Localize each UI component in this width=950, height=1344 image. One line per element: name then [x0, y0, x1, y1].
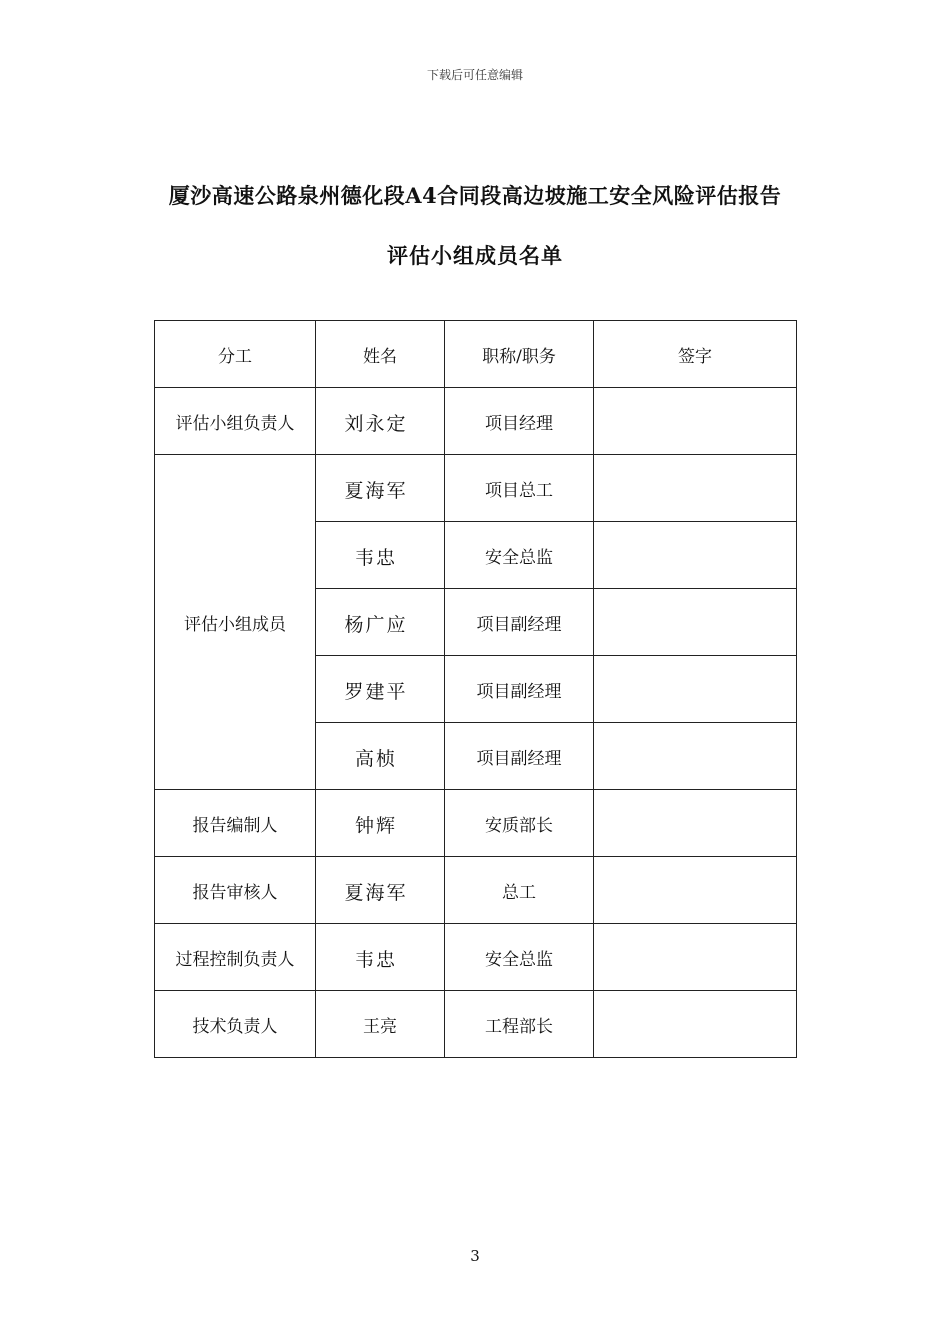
title-cell: 总工 [445, 857, 594, 924]
name-cell [316, 455, 445, 522]
table-row [155, 991, 797, 1058]
header-signature: 签字 [594, 321, 797, 388]
name-cell [316, 924, 445, 991]
table-row [155, 857, 797, 924]
signature-cell [594, 924, 797, 991]
name-text: 杨广应 [344, 613, 408, 636]
name-text: 韦忠 [354, 948, 397, 971]
name-cell [316, 388, 445, 455]
role-cell: 过程控制负责人 [155, 924, 316, 991]
signature-cell [594, 522, 797, 589]
title-cell: 安全总监 [445, 522, 594, 589]
header-role: 分工 [155, 321, 316, 388]
name-cell [316, 790, 445, 857]
name-text: 夏海军 [344, 881, 408, 904]
title-cell: 工程部长 [445, 991, 594, 1058]
table-row [155, 790, 797, 857]
name-cell [316, 522, 445, 589]
name-text: 钟辉 [354, 814, 397, 837]
signature-cell [594, 857, 797, 924]
team-roster-table [154, 320, 797, 1058]
title-cell: 项目经理 [445, 388, 594, 455]
role-cell: 技术负责人 [155, 991, 316, 1058]
table-row [155, 924, 797, 991]
header-title: 职称/职务 [445, 321, 594, 388]
title-cell: 项目副经理 [445, 723, 594, 790]
name-cell [316, 656, 445, 723]
name-cell [316, 589, 445, 656]
title-cell: 项目副经理 [445, 656, 594, 723]
page-number: 3 [470, 1247, 480, 1265]
name-text: 高桢 [354, 747, 397, 770]
signature-cell [594, 991, 797, 1058]
table-row [155, 455, 797, 522]
name-text: 夏海军 [344, 479, 408, 502]
role-cell: 报告审核人 [155, 857, 316, 924]
header-name: 姓名 [316, 321, 445, 388]
name-text: 刘永定 [344, 412, 408, 435]
title-cell: 安全总监 [445, 924, 594, 991]
role-cell-merged: 评估小组成员 [155, 455, 316, 790]
name-cell [316, 723, 445, 790]
role-cell: 评估小组负责人 [155, 388, 316, 455]
document-title: 厦沙高速公路泉州德化段A4合同段高边坡施工安全风险评估报告 [168, 183, 782, 208]
signature-cell [594, 388, 797, 455]
table-header-row [155, 321, 797, 388]
table-row [155, 388, 797, 455]
title-cell: 安质部长 [445, 790, 594, 857]
signature-cell [594, 656, 797, 723]
name-text: 罗建平 [344, 680, 408, 703]
document-subtitle: 评估小组成员名单 [387, 243, 563, 268]
signature-cell [594, 723, 797, 790]
name-cell [316, 857, 445, 924]
name-text: 王亮 [363, 1016, 397, 1037]
signature-cell [594, 790, 797, 857]
page-header-note: 下载后可任意编辑 [426, 68, 523, 82]
signature-cell [594, 589, 797, 656]
signature-cell [594, 455, 797, 522]
role-cell: 报告编制人 [155, 790, 316, 857]
name-cell [316, 991, 445, 1058]
name-text: 韦忠 [354, 546, 397, 569]
title-cell: 项目总工 [445, 455, 594, 522]
title-cell: 项目副经理 [445, 589, 594, 656]
